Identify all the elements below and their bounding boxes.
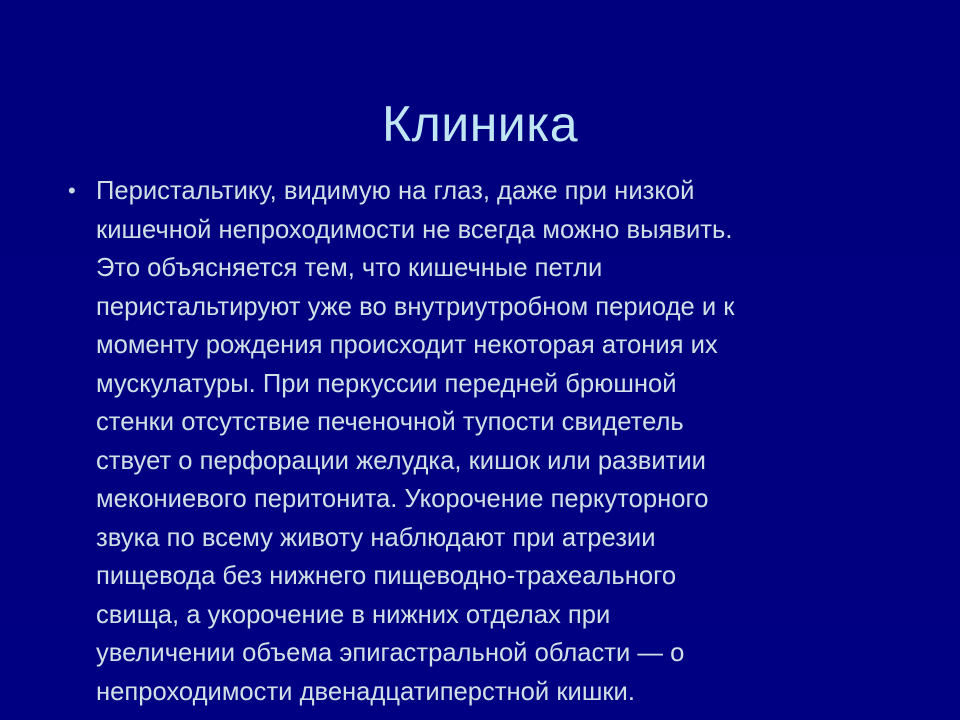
bullet-line: увеличении объема эпигастральной области — о [96, 639, 685, 667]
bullet-line: мускулатуры. При перкуссии передней брюшной [96, 369, 677, 398]
bullet-line: пищевода без нижнего пищеводно-трахеального [96, 562, 677, 590]
bullet-line: стенки отсутствие печеночной тупости свидетель [96, 408, 684, 436]
bullet-line: перистальтируют уже во внутриутробном периоде и к [96, 292, 735, 321]
bullet-text [96, 172, 912, 711]
bullet-line: Это объясняется тем, что кишечные петли [96, 254, 603, 282]
bullet-line: звука по всему животу наблюдают при атрезии [96, 523, 656, 552]
bullet-line: моменту рождения происходит некоторая атония их [96, 331, 718, 359]
bullet-line: непроходимости двенадцатиперстной кишки. [96, 677, 635, 706]
bullet-line: ствует о перфорации желудка, кишок или развитии [96, 446, 706, 475]
bullet-line: кишечной непроходимости не всегда можно выявить. [96, 215, 733, 244]
bullet-marker: • [68, 178, 76, 203]
bullet-line: свища, а укорочение в нижних отделах при [96, 600, 611, 629]
bullet-list [62, 172, 912, 711]
bullet-item [62, 172, 912, 711]
bullet-line: Перистальтику, видимую на глаз, даже при низкой [96, 177, 695, 205]
slide-title: Клиника [381, 95, 579, 152]
bullet-line: мекониевого перитонита. Укорочение перкуторного [96, 485, 709, 513]
